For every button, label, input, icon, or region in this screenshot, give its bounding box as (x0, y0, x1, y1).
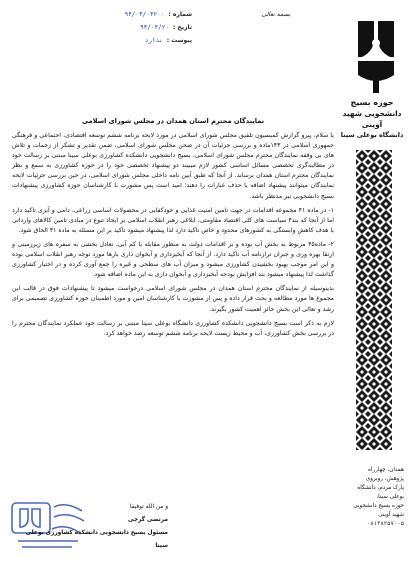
organization-logo-icon (352, 17, 400, 97)
org-line-4: دانشگاه بوعلی سینا (340, 131, 404, 139)
paragraph-request: بدینوسیله از نمایندگان محترم استان همدان در مجلس شورای اسلامی درخواست میشود تا پیشنهادات فوق در قالب این مجموع ها مورد مطالعه و بحث قرار داده و پس از مشورت با کارشناسان امین و مورد اطمینان حوزه کشاورزی تصمیمی برای رشد و تعالی این بخش حائز اهمیت کشور بگیرند. (12, 285, 334, 313)
ornament-pattern (356, 150, 392, 450)
attachment-value: ندارد (144, 37, 163, 44)
paragraph-intro: با سلام، پیرو گزارش کمیسیون تلفیق مجلس شورای اسلامی در مورد لایحه برنامه ششم توسعه اقتصادی، اجتماعی و فرهنگی جمهوری اسلامی در ۱۴۳ماده و بررسی جزئیات آن در صحن مجلس شورای اسلامی، ضمن تقدیر و تشکر از زحمات و تلاش های بی وقفه نمایندگان محترم مجلس شورای اسلامی، بسیج دانشجویی دانشکده کشاورزی بوعلی سینا مبتنی بر رسالت خود در مطالبه‌گری تخصصی مسائل اساسی کشور لازم میبیند دو پیشنهاد تخصصی خود را در حوزه کشاورزی به سمع و نظر نمایندگان محترم استان همدان برساند. از آنجا که طبق آیین نامه داخلی مجلس شورای اسلامی، در حین بررسی جزئیات لایحه نمایندگان میتوانند پیشنهاد اضافه یا حذف عبارات را دهند؛ امید است پس مشورت با کارشناسان حوزه کشاورزی پیشنهادات بسیج دانشجویی نیز مدنظر باشد. (12, 132, 335, 200)
org-line-1: حوزه بسیج (350, 98, 394, 107)
number-label: شماره : (168, 11, 192, 18)
address-line-5: حوزه بسیج دانشجویی (353, 503, 404, 509)
letter-date-row (72, 21, 192, 34)
attachment-label: پیوست : (166, 37, 192, 44)
signature-block (18, 501, 168, 553)
org-line-2: دانشجویی شهید (342, 109, 402, 118)
address-line-1: همدان، چهارراه (368, 467, 404, 473)
letter-metadata (72, 8, 192, 47)
number-value: ۹۴/۰۴/۰۴۲۰۰ (124, 11, 165, 18)
address-line-4: بوعلی سینا، (376, 494, 404, 500)
signer-name: مرتضی گرجی (128, 517, 168, 523)
phone-number: ۰۸۱۳۸۲۵۷۰۰۵ (366, 521, 404, 527)
address-line-2: پژوهش، روبروی (365, 476, 404, 482)
org-line-3: آوینی (361, 120, 383, 129)
date-label: تاریخ : (172, 24, 192, 31)
date-value: ۹۴/۰۴/۲۰ (140, 24, 169, 31)
address-line-6: شهید آوینی (378, 512, 404, 518)
address-line-3: پارک مردم، دانشگاه (357, 485, 404, 491)
paragraph-closing: لازم به ذکر است بسیج دانشجویی دانشکده کشاورزی دانشگاه بوعلی سینا مبتنی بر رسالت خود عملکرد نمایندگان محترم را در بررسی بخش کشاورزی، آب و محیط زیست لایحه برنامه ششم توسعه رصد خواهد کرد. (12, 319, 334, 337)
letter-body (12, 131, 334, 343)
signer-role: مسئول بسیج دانشجویی دانشکده کشاورزی بوعلی سینا (25, 530, 168, 549)
letter-number-row (72, 8, 192, 21)
closing-phrase: و من الله توفیقا (129, 504, 168, 510)
letter-title: نمایندگان محترم استان همدان در مجلس شورای اسلامی (81, 117, 265, 125)
paragraph-item-2: ۲- ماده۴۵ مربوط به بخش آب بوده و بر اقدامات دولت به منظور مقابله با کم آبی، تعادل بخشی به سفره های زیرزمینی و ارتقا بهره وری و جبران ترازنامه آب تاکید دارد. از آنجا که آبخیزداری و آبخوان داری بارها مورد توجه رهبر انقلاب اسلامی بوده و این امر موجب بهبود بخشیدن کشاورزی میشود و میزان آب های سطحی و غیره را جمع آوری کرده و در اختیار کشاورزی گذاشت لذا پیشنهاد میشود بند افزایش بودجه آبخیزداری و آبخوان داری به این ماده اضافه شود. (12, 240, 334, 279)
organization-name (340, 97, 404, 141)
bismillah-heading: بسمه تعالی (261, 11, 291, 18)
contact-address (336, 466, 404, 529)
letter-attachment-row (72, 34, 192, 47)
paragraph-item-1: ۱- در ماده ۴۱ مجموعه اقدامات در جهت تامین امنیت غذایی و خودکفایی در محصولات اساسی زراعی، دامی و آبزی تاکید دارد اما از آنجا که بند۴ سیاست های کلی اقتصاد مقاومتی، ابلاغی رهبر انقلاب اسلامی بر ایجاد تنوع در مبادی تامین کالاهای وارداتی با هدف کاهش وابستگی به کشورهای محدود و خاص تاکید دارد لذا پیشنهاد میشود تاکید بر این مسئله به ماده ۴۱ الحاق شود. (12, 206, 334, 234)
